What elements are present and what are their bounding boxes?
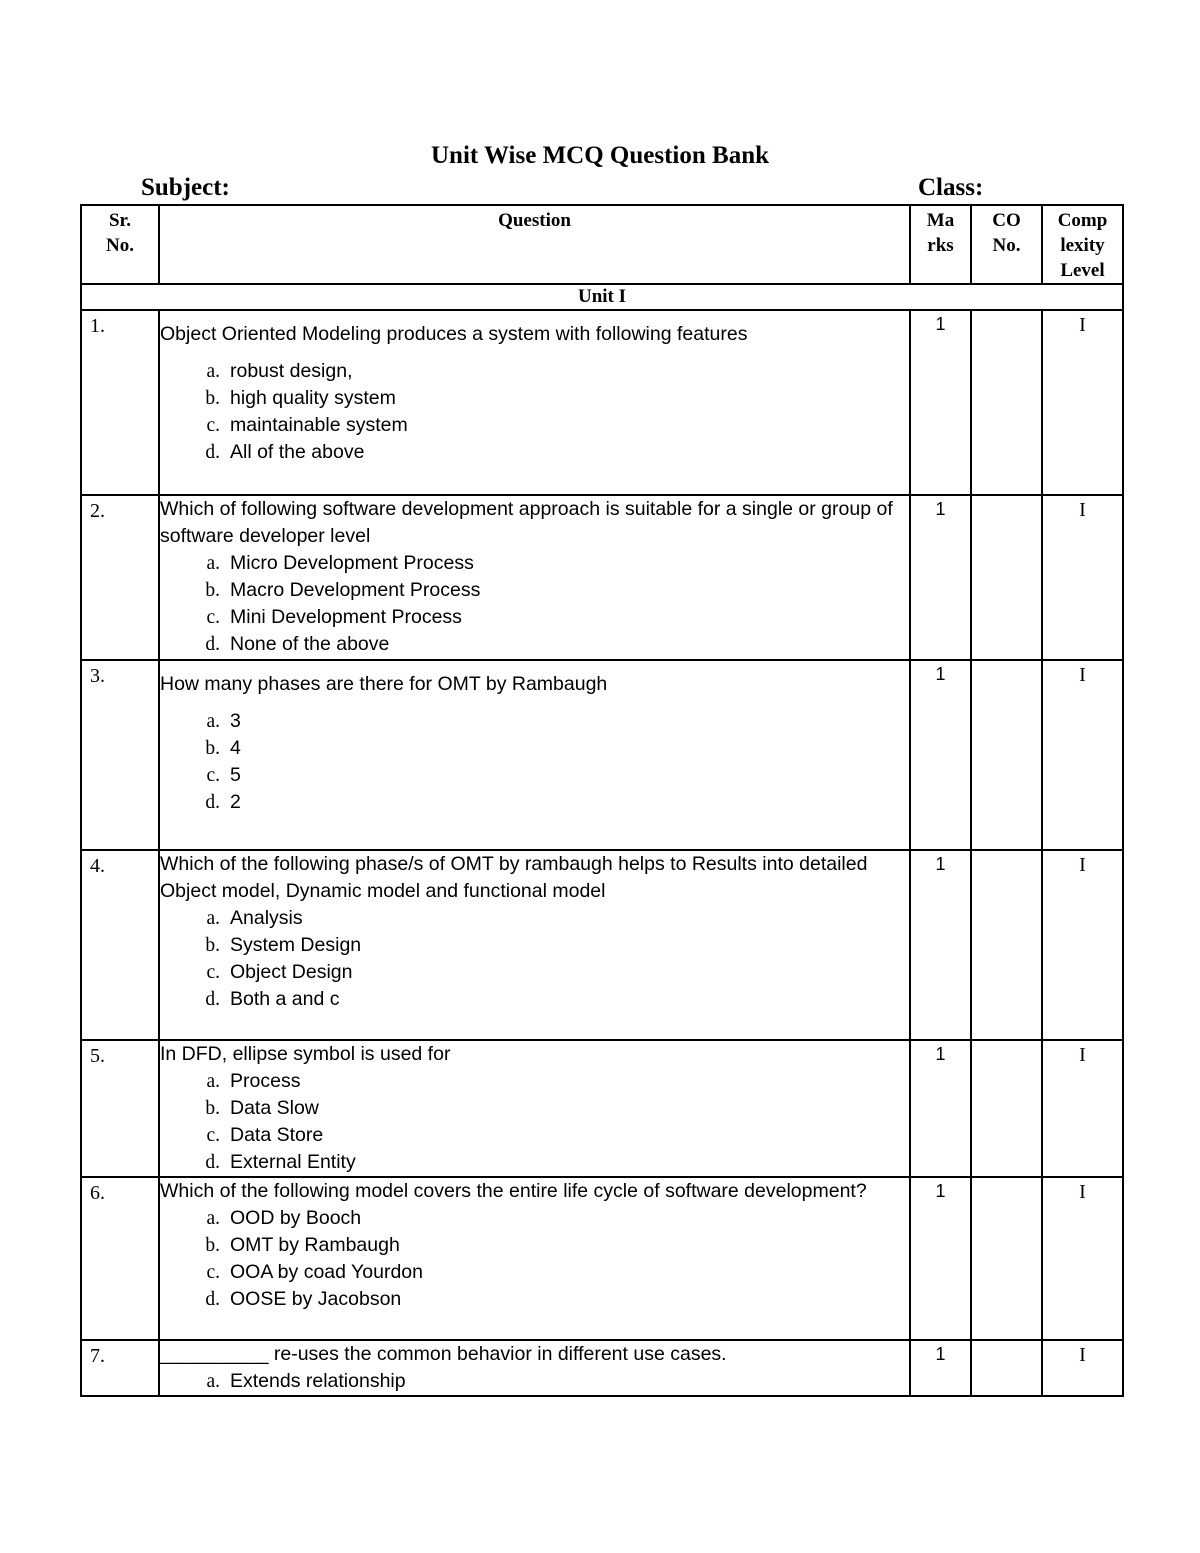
table-row [81, 660, 1123, 850]
option-label: a. [206, 361, 220, 382]
option-item [160, 358, 909, 385]
question-text: In DFD, ellipse symbol is used for [160, 1043, 451, 1065]
option-item [160, 439, 909, 466]
row-complexity: I [1042, 660, 1123, 850]
row-co-no [971, 310, 1042, 495]
header-marks-line2: rks [927, 235, 954, 256]
option-label: a. [206, 1208, 220, 1229]
option-label: a. [206, 711, 220, 732]
option-text: Micro Development Process [230, 552, 474, 574]
row-complexity: I [1042, 1040, 1123, 1177]
header-complexity-line3: Level [1060, 260, 1105, 281]
option-label: c. [206, 607, 220, 628]
option-label: c. [206, 1125, 220, 1146]
option-text: OOSE by Jacobson [230, 1288, 402, 1310]
option-list [160, 1368, 909, 1395]
option-item [160, 932, 909, 959]
option-list [160, 358, 909, 466]
option-label: d. [205, 634, 220, 655]
option-text: Both a and c [230, 988, 340, 1010]
row-sr-no: 7. [81, 1340, 159, 1396]
option-item [160, 385, 909, 412]
option-label: a. [206, 908, 220, 929]
option-list [160, 1068, 909, 1176]
table-row [81, 310, 1123, 495]
option-label: c. [206, 962, 220, 983]
row-marks: 1 [910, 660, 971, 850]
option-text: OMT by Rambaugh [230, 1234, 400, 1256]
option-text: 4 [230, 737, 241, 759]
option-item [160, 986, 909, 1013]
question-cell [159, 495, 910, 660]
option-item [160, 959, 909, 986]
header-sr-line2: No. [106, 235, 134, 256]
option-text: Mini Development Process [230, 606, 462, 628]
option-text: Data Slow [230, 1097, 319, 1119]
row-co-no [971, 495, 1042, 660]
row-co-no [971, 1040, 1042, 1177]
question-cell [159, 1340, 910, 1396]
option-label: b. [205, 1098, 220, 1119]
option-item [160, 1205, 909, 1232]
header-complexity [1042, 205, 1123, 284]
option-label: b. [205, 738, 220, 759]
document-title: Unit Wise MCQ Question Bank [430, 142, 770, 169]
option-text: 2 [230, 791, 241, 813]
row-marks: 1 [910, 850, 971, 1040]
header-sr-line1: Sr. [108, 210, 131, 231]
option-item [160, 1095, 909, 1122]
question-text: Which of following software development approach is suitable for a single or group of software developer level [160, 498, 893, 547]
option-item [160, 631, 909, 658]
option-text: None of the above [230, 633, 390, 655]
header-co-line2: No. [992, 235, 1021, 256]
header-question: Question [159, 205, 910, 284]
table-row [81, 1040, 1123, 1177]
option-text: OOD by Booch [230, 1207, 362, 1229]
header-sr-no [81, 205, 159, 284]
row-marks: 1 [910, 495, 971, 660]
question-text: How many phases are there for OMT by Rambaugh [160, 673, 608, 695]
option-item [160, 905, 909, 932]
row-co-no [971, 660, 1042, 850]
header-marks [910, 205, 971, 284]
question-text: Object Oriented Modeling produces a system with following features [160, 323, 748, 345]
option-label: d. [205, 792, 220, 813]
option-label: d. [205, 1289, 220, 1310]
option-item [160, 708, 909, 735]
option-item [160, 762, 909, 789]
row-sr-no: 4. [81, 850, 159, 1040]
row-sr-no: 1. [81, 310, 159, 495]
option-text: System Design [230, 934, 362, 956]
question-text: Which of the following model covers the entire life cycle of software development? [160, 1180, 867, 1202]
option-text: All of the above [230, 441, 365, 463]
unit-row [81, 284, 1123, 310]
row-marks: 1 [910, 1177, 971, 1340]
option-label: b. [205, 388, 220, 409]
header-co-no [971, 205, 1042, 284]
option-label: d. [205, 1152, 220, 1173]
option-item [160, 1149, 909, 1176]
table-row [81, 495, 1123, 660]
option-item [160, 789, 909, 816]
row-complexity: I [1042, 495, 1123, 660]
option-list [160, 708, 909, 816]
row-marks: 1 [910, 1040, 971, 1177]
table-row [81, 850, 1123, 1040]
header-row [81, 205, 1123, 284]
option-item [160, 1259, 909, 1286]
option-text: External Entity [230, 1151, 356, 1173]
option-text: Process [230, 1070, 301, 1092]
option-label: b. [205, 580, 220, 601]
unit-label: Unit I [81, 284, 1123, 310]
class-label: Class: [918, 174, 984, 201]
option-list [160, 1205, 909, 1313]
question-text: __________ re-uses the common behavior in different use cases. [160, 1343, 727, 1365]
option-text: OOA by coad Yourdon [230, 1261, 423, 1283]
option-label: a. [206, 553, 220, 574]
row-sr-no: 2. [81, 495, 159, 660]
question-cell [159, 1177, 910, 1340]
option-item [160, 1286, 909, 1313]
option-text: Extends relationship [230, 1370, 406, 1392]
option-label: d. [205, 442, 220, 463]
option-list [160, 550, 909, 658]
option-item [160, 550, 909, 577]
question-cell [159, 1040, 910, 1177]
table-row [81, 1177, 1123, 1340]
option-item [160, 604, 909, 631]
row-complexity: I [1042, 850, 1123, 1040]
option-item [160, 735, 909, 762]
option-label: a. [206, 1371, 220, 1392]
option-text: Macro Development Process [230, 579, 481, 601]
option-text: robust design, [230, 360, 353, 382]
row-complexity: I [1042, 1340, 1123, 1396]
option-text: Analysis [230, 907, 303, 929]
option-text: 5 [230, 764, 241, 786]
option-item [160, 577, 909, 604]
option-label: c. [206, 765, 220, 786]
option-text: high quality system [230, 387, 396, 409]
question-cell [159, 660, 910, 850]
header-marks-line1: Ma [926, 210, 955, 231]
row-co-no [971, 1340, 1042, 1396]
option-label: b. [205, 1235, 220, 1256]
option-text: Data Store [230, 1124, 324, 1146]
option-label: b. [205, 935, 220, 956]
row-sr-no: 3. [81, 660, 159, 850]
option-label: c. [206, 1262, 220, 1283]
row-co-no [971, 1177, 1042, 1340]
option-label: d. [205, 989, 220, 1010]
option-label: a. [206, 1071, 220, 1092]
option-text: maintainable system [230, 414, 408, 436]
option-label: c. [206, 415, 220, 436]
option-text: Object Design [230, 961, 353, 983]
header-co-line1: CO [992, 210, 1021, 231]
option-item [160, 412, 909, 439]
option-item [160, 1368, 909, 1395]
row-marks: 1 [910, 310, 971, 495]
option-list [160, 905, 909, 1013]
question-text: Which of the following phase/s of OMT by rambaugh helps to Results into detailed Object model, Dynamic model and functional model [160, 853, 868, 902]
header-complexity-line1: Comp [1057, 210, 1108, 231]
question-cell [159, 850, 910, 1040]
row-marks: 1 [910, 1340, 971, 1396]
row-complexity: I [1042, 310, 1123, 495]
option-item [160, 1122, 909, 1149]
row-co-no [971, 850, 1042, 1040]
row-sr-no: 6. [81, 1177, 159, 1340]
option-item [160, 1068, 909, 1095]
row-complexity: I [1042, 1177, 1123, 1340]
question-bank-table [80, 204, 1124, 1397]
subject-label: Subject: [141, 174, 230, 201]
question-cell [159, 310, 910, 495]
header-complexity-line2: lexity [1060, 235, 1105, 256]
option-text: 3 [230, 710, 241, 732]
table-row [81, 1340, 1123, 1396]
row-sr-no: 5. [81, 1040, 159, 1177]
option-item [160, 1232, 909, 1259]
